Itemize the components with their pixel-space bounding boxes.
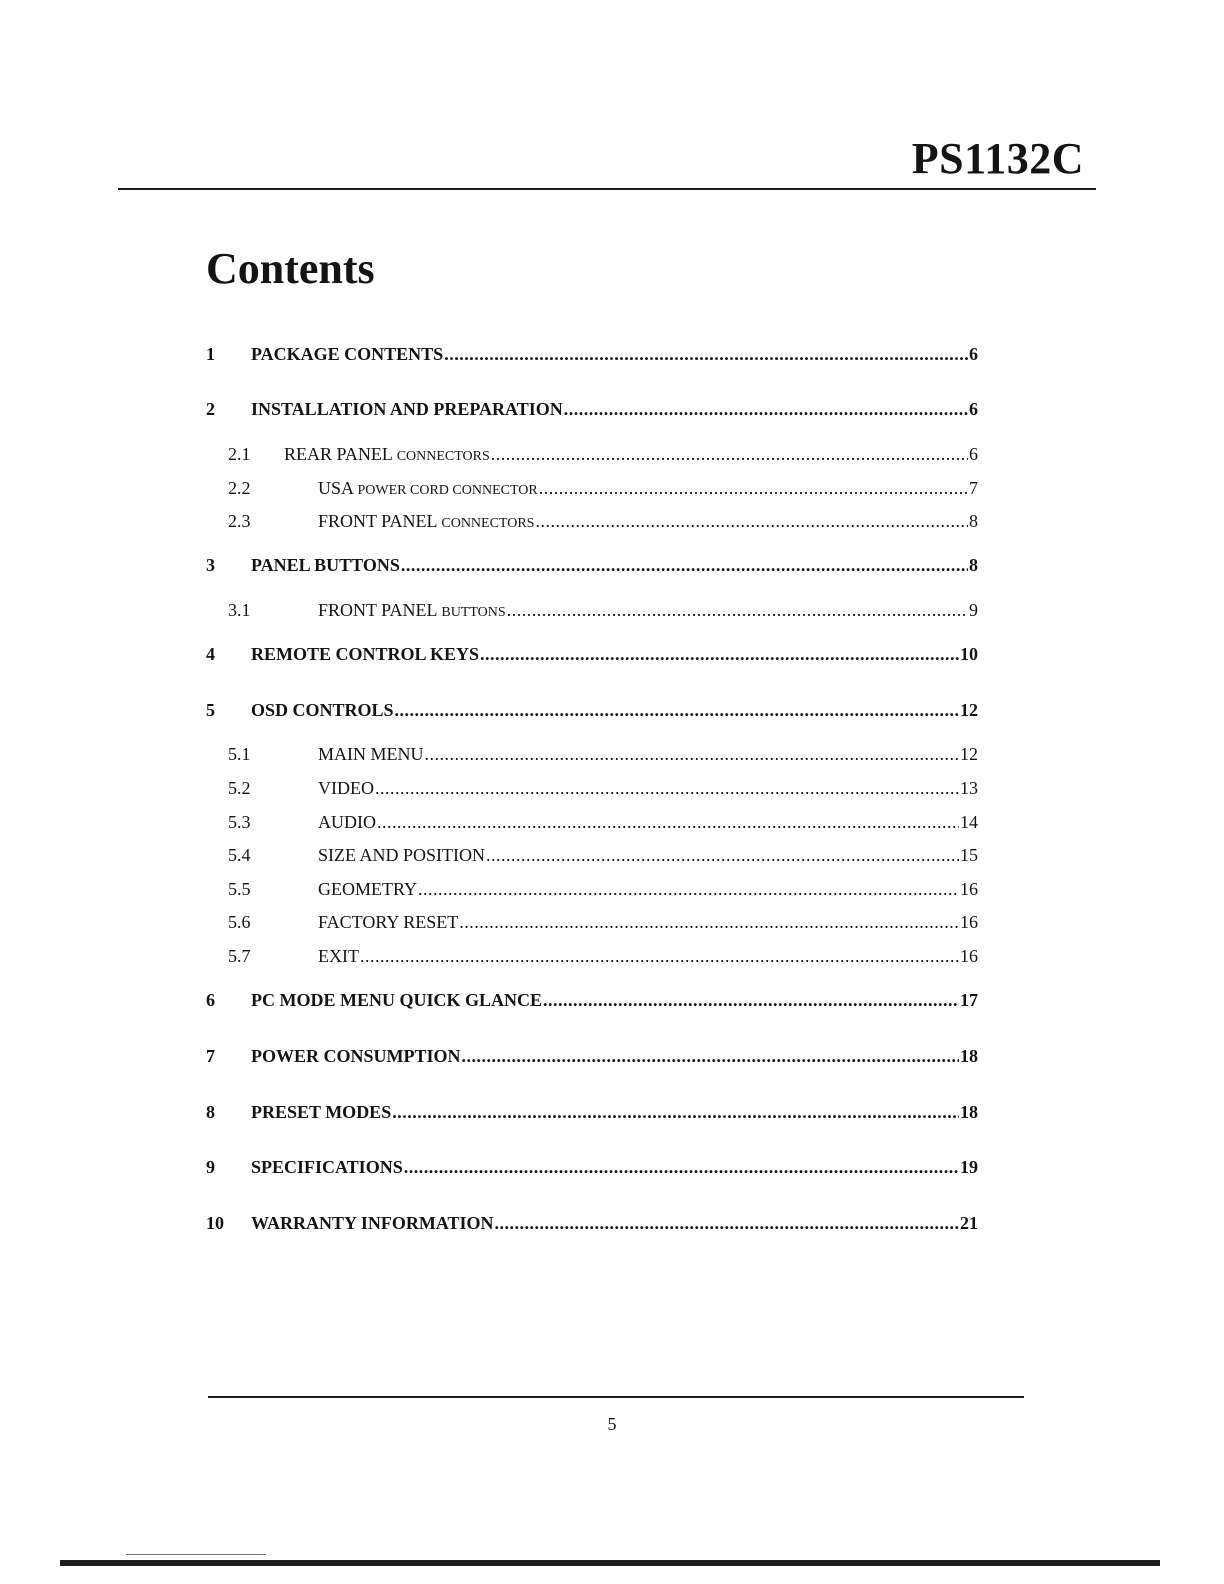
toc-entry-video[interactable]	[206, 776, 978, 800]
toc-entry-number: 6	[206, 990, 215, 1010]
toc-entry-number: 5.3	[228, 812, 251, 832]
toc-title-main: FRONT PANEL	[318, 511, 437, 531]
toc-entry-package-contents[interactable]	[206, 342, 978, 366]
leader-dots	[375, 776, 959, 800]
toc-entry-page: 19	[960, 1157, 978, 1177]
leader-dots	[404, 1155, 959, 1179]
toc-entry-title: AUDIO	[318, 812, 376, 832]
model-number: PS1132C	[911, 134, 1084, 183]
leader-dots	[444, 342, 968, 366]
leader-dots	[360, 944, 959, 968]
toc-entry-title: VIDEO	[318, 778, 374, 798]
leader-dots	[462, 1044, 959, 1068]
header-rule	[118, 188, 1096, 190]
toc-entry-panel-buttons[interactable]	[206, 553, 978, 577]
toc-entry-front-panel-buttons[interactable]	[206, 598, 978, 622]
leader-dots	[495, 1211, 960, 1235]
toc-entry-page: 9	[969, 600, 978, 620]
toc-entry-title: SPECIFICATIONS	[251, 1157, 403, 1177]
toc-entry-page: 18	[960, 1102, 978, 1122]
leader-dots	[392, 1100, 959, 1124]
toc-entry-page: 6	[969, 344, 978, 364]
toc-entry-exit[interactable]	[206, 944, 978, 968]
leader-dots	[480, 642, 959, 666]
toc-entry-number: 3	[206, 555, 215, 575]
toc-entry-remote-control-keys[interactable]	[206, 642, 978, 666]
toc-entry-title: PRESET MODES	[251, 1102, 392, 1122]
toc-entry-page: 17	[960, 990, 978, 1010]
toc-entry-number: 5.7	[228, 946, 251, 966]
toc-entry-title: PC MODE MENU QUICK GLANCE	[251, 990, 542, 1010]
toc-entry-title: PACKAGE CONTENTS	[251, 344, 444, 364]
toc-entry-number: 3.1	[228, 600, 251, 620]
toc-entry-number: 9	[206, 1157, 215, 1177]
toc-entry-number: 5.4	[228, 845, 251, 865]
toc-entry-number: 1	[206, 344, 215, 364]
toc-entry-page: 15	[960, 845, 978, 865]
toc-entry-page: 6	[969, 444, 978, 464]
toc-entry-page: 16	[960, 946, 978, 966]
toc-entry-power-consumption[interactable]	[206, 1044, 978, 1068]
toc-entry-page: 8	[969, 511, 978, 531]
scan-mark	[126, 1554, 266, 1555]
toc-title-main: REAR PANEL	[284, 444, 393, 464]
leader-dots	[377, 810, 959, 834]
toc-entry-page: 21	[960, 1213, 978, 1233]
leader-dots	[459, 910, 959, 934]
toc-entry-number: 4	[206, 644, 215, 664]
toc-entry-page: 18	[960, 1046, 978, 1066]
toc-entry-rear-panel-connectors[interactable]	[206, 442, 978, 466]
toc-entry-page: 14	[960, 812, 978, 832]
toc-entry-page: 7	[969, 478, 978, 498]
toc-entry-number: 5.1	[228, 744, 251, 764]
toc-entry-preset-modes[interactable]	[206, 1100, 978, 1124]
toc-entry-usa-power-cord-connector[interactable]	[206, 476, 978, 500]
toc-entry-page: 12	[960, 744, 978, 764]
leader-dots	[564, 397, 968, 421]
leader-dots	[401, 553, 968, 577]
toc-entry-title: MAIN MENU	[318, 744, 424, 764]
toc-title-main: FRONT PANEL	[318, 600, 437, 620]
leader-dots	[425, 742, 960, 766]
toc-entry-title: GEOMETRY	[318, 879, 417, 899]
toc-entry-title: POWER CONSUMPTION	[251, 1046, 461, 1066]
page-title: Contents	[206, 244, 375, 293]
toc-entry-number: 5.6	[228, 912, 251, 932]
toc-entry-title: EXIT	[318, 946, 359, 966]
toc-entry-number: 5	[206, 700, 215, 720]
toc-entry-osd-controls[interactable]	[206, 698, 978, 722]
toc-title-small: CONNECTORS	[396, 449, 490, 464]
leader-dots	[418, 877, 959, 901]
toc-entry-warranty-information[interactable]	[206, 1211, 978, 1235]
leader-dots	[507, 598, 968, 622]
leader-dots	[395, 698, 959, 722]
toc-entry-installation-and-preparation[interactable]	[206, 397, 978, 421]
toc-entry-number: 2.1	[228, 444, 251, 464]
toc-entry-size-and-position[interactable]	[206, 843, 978, 867]
toc-entry-title: PANEL BUTTONS	[251, 555, 400, 575]
toc-title-small: BUTTONS	[441, 605, 506, 620]
toc-entry-factory-reset[interactable]	[206, 910, 978, 934]
toc-entry-title	[318, 476, 538, 503]
toc-title-small: POWER CORD CONNECTOR	[357, 483, 538, 498]
toc-entry-number: 10	[206, 1213, 224, 1233]
toc-entry-title	[318, 509, 534, 536]
toc-entry-page: 6	[969, 399, 978, 419]
toc-entry-geometry[interactable]	[206, 877, 978, 901]
toc-entry-title	[318, 598, 506, 625]
toc-entry-number: 8	[206, 1102, 215, 1122]
toc-title-main: USA	[318, 478, 354, 498]
toc-entry-page: 12	[960, 700, 978, 720]
toc-entry-number: 2	[206, 399, 215, 419]
toc-entry-title: FACTORY RESET	[318, 912, 459, 932]
toc-entry-title: INSTALLATION AND PREPARATION	[251, 399, 563, 419]
toc-title-small: CONNECTORS	[441, 516, 535, 531]
scan-bottom-edge	[60, 1560, 1160, 1566]
toc-entry-title: WARRANTY INFORMATION	[251, 1213, 494, 1233]
toc-entry-number: 5.2	[228, 778, 251, 798]
leader-dots	[486, 843, 959, 867]
toc-entry-page: 16	[960, 879, 978, 899]
toc-entry-page: 13	[960, 778, 978, 798]
toc-entry-number: 7	[206, 1046, 215, 1066]
toc-entry-number: 5.5	[228, 879, 251, 899]
toc-entry-title: SIZE AND POSITION	[318, 845, 486, 865]
leader-dots	[535, 509, 968, 533]
toc-entry-pc-mode-menu-quick-glance[interactable]	[206, 988, 978, 1012]
toc-entry-main-menu[interactable]	[206, 742, 978, 766]
toc-entry-page: 8	[969, 555, 978, 575]
page-number: 5	[607, 1414, 617, 1434]
leader-dots	[539, 476, 968, 500]
toc-entry-audio[interactable]	[206, 810, 978, 834]
toc-entry-number: 2.2	[228, 478, 251, 498]
toc-entry-page: 16	[960, 912, 978, 932]
toc-entry-page: 10	[960, 644, 978, 664]
toc-entry-title: OSD CONTROLS	[251, 700, 394, 720]
toc-entry-specifications[interactable]	[206, 1155, 978, 1179]
toc-entry-title: REMOTE CONTROL KEYS	[251, 644, 480, 664]
toc-entry-title	[284, 442, 490, 469]
footer-rule	[208, 1396, 1024, 1398]
toc-entry-front-panel-connectors[interactable]	[206, 509, 978, 533]
leader-dots	[491, 442, 968, 466]
leader-dots	[543, 988, 959, 1012]
toc-entry-number: 2.3	[228, 511, 251, 531]
